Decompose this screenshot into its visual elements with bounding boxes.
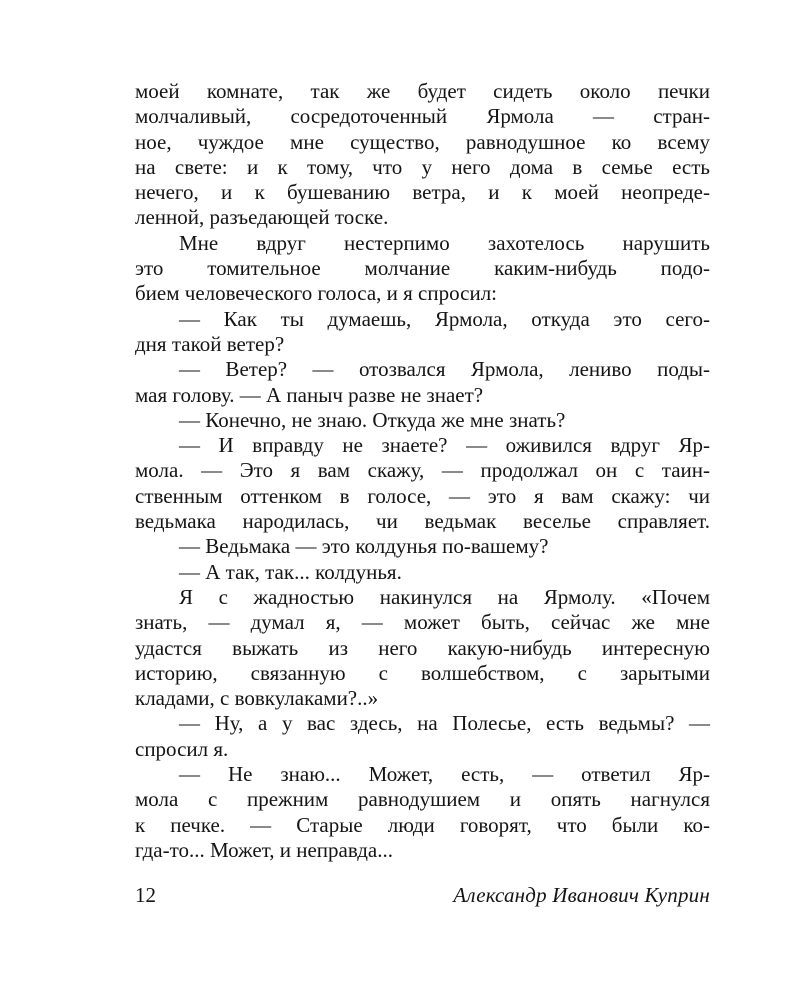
text-line: мола. — Это я вам скажу, — продолжал он с таин- [135,458,710,483]
text-line: — Ветер? — отозвался Ярмола, лениво поды- [179,357,710,382]
text-line: — Как ты думаешь, Ярмола, откуда это сего- [179,306,710,331]
body-text [135,79,710,863]
text-line: историю, связанную с волшебством, с зарытыми [135,660,710,685]
text-line: — И вправду не знаете? — оживился вдруг Яр- [179,433,710,458]
text-line: гда-то... Может, и неправда... [135,837,393,862]
page-number: 12 [135,883,156,907]
text-line: ственным оттенком в голосе, — это я вам скажу: чи [135,483,710,508]
text-line: мола с прежним равнодушием и опять нагнулся [135,787,710,812]
text-line: — Ведьмака — это колдунья по-вашему? [179,534,549,559]
text-line: кладами, с вовкулаками?..» [135,686,379,711]
running-footer-author: Александр Иванович Куприн [453,883,710,907]
text-line: — Ну, а у вас здесь, на Полесье, есть ведьмы? — [179,711,710,736]
text-line: это томительное молчание каким-нибудь подо- [135,256,710,281]
text-line: нечего, и к бушеванию ветра, и к моей неопреде- [135,180,710,205]
text-line: на свете: и к тому, что у него дома в семье есть [135,154,710,179]
text-line: мая голову. — А паныч разве не знает? [135,382,484,407]
text-line: молчаливый, сосредоточенный Ярмола — стран- [135,104,710,129]
text-line: ное, чуждое мне существо, равнодушное ко всему [135,129,710,154]
text-line: дня такой ветер? [135,331,285,356]
text-line: моей комнате, так же будет сидеть около печки [135,79,710,103]
text-line: бием человеческого голоса, и я спросил: [135,281,498,306]
text-line: — А так, так... колдунья. [179,559,402,584]
text-line: ведьмака народилась, чи ведьмак веселье справляет. [135,509,710,534]
text-line: — Не знаю... Может, есть, — ответил Яр- [179,762,710,787]
text-line: знать, — думал я, — может быть, сейчас же мне [135,610,710,635]
text-line: — Конечно, не знаю. Откуда же мне знать? [179,407,566,432]
text-line: Я с жадностью накинулся на Ярмолу. «Почем [179,584,710,609]
text-line: к печке. — Старые люди говорят, что были ко- [135,812,710,837]
text-line: Мне вдруг нестерпимо захотелось нарушить [179,230,710,255]
text-line: спросил я. [135,736,229,761]
page-footer [135,883,710,911]
text-line: удастся выжать из него какую-нибудь интересную [135,635,710,660]
text-line: ленной, разъедающей тоске. [135,205,389,230]
